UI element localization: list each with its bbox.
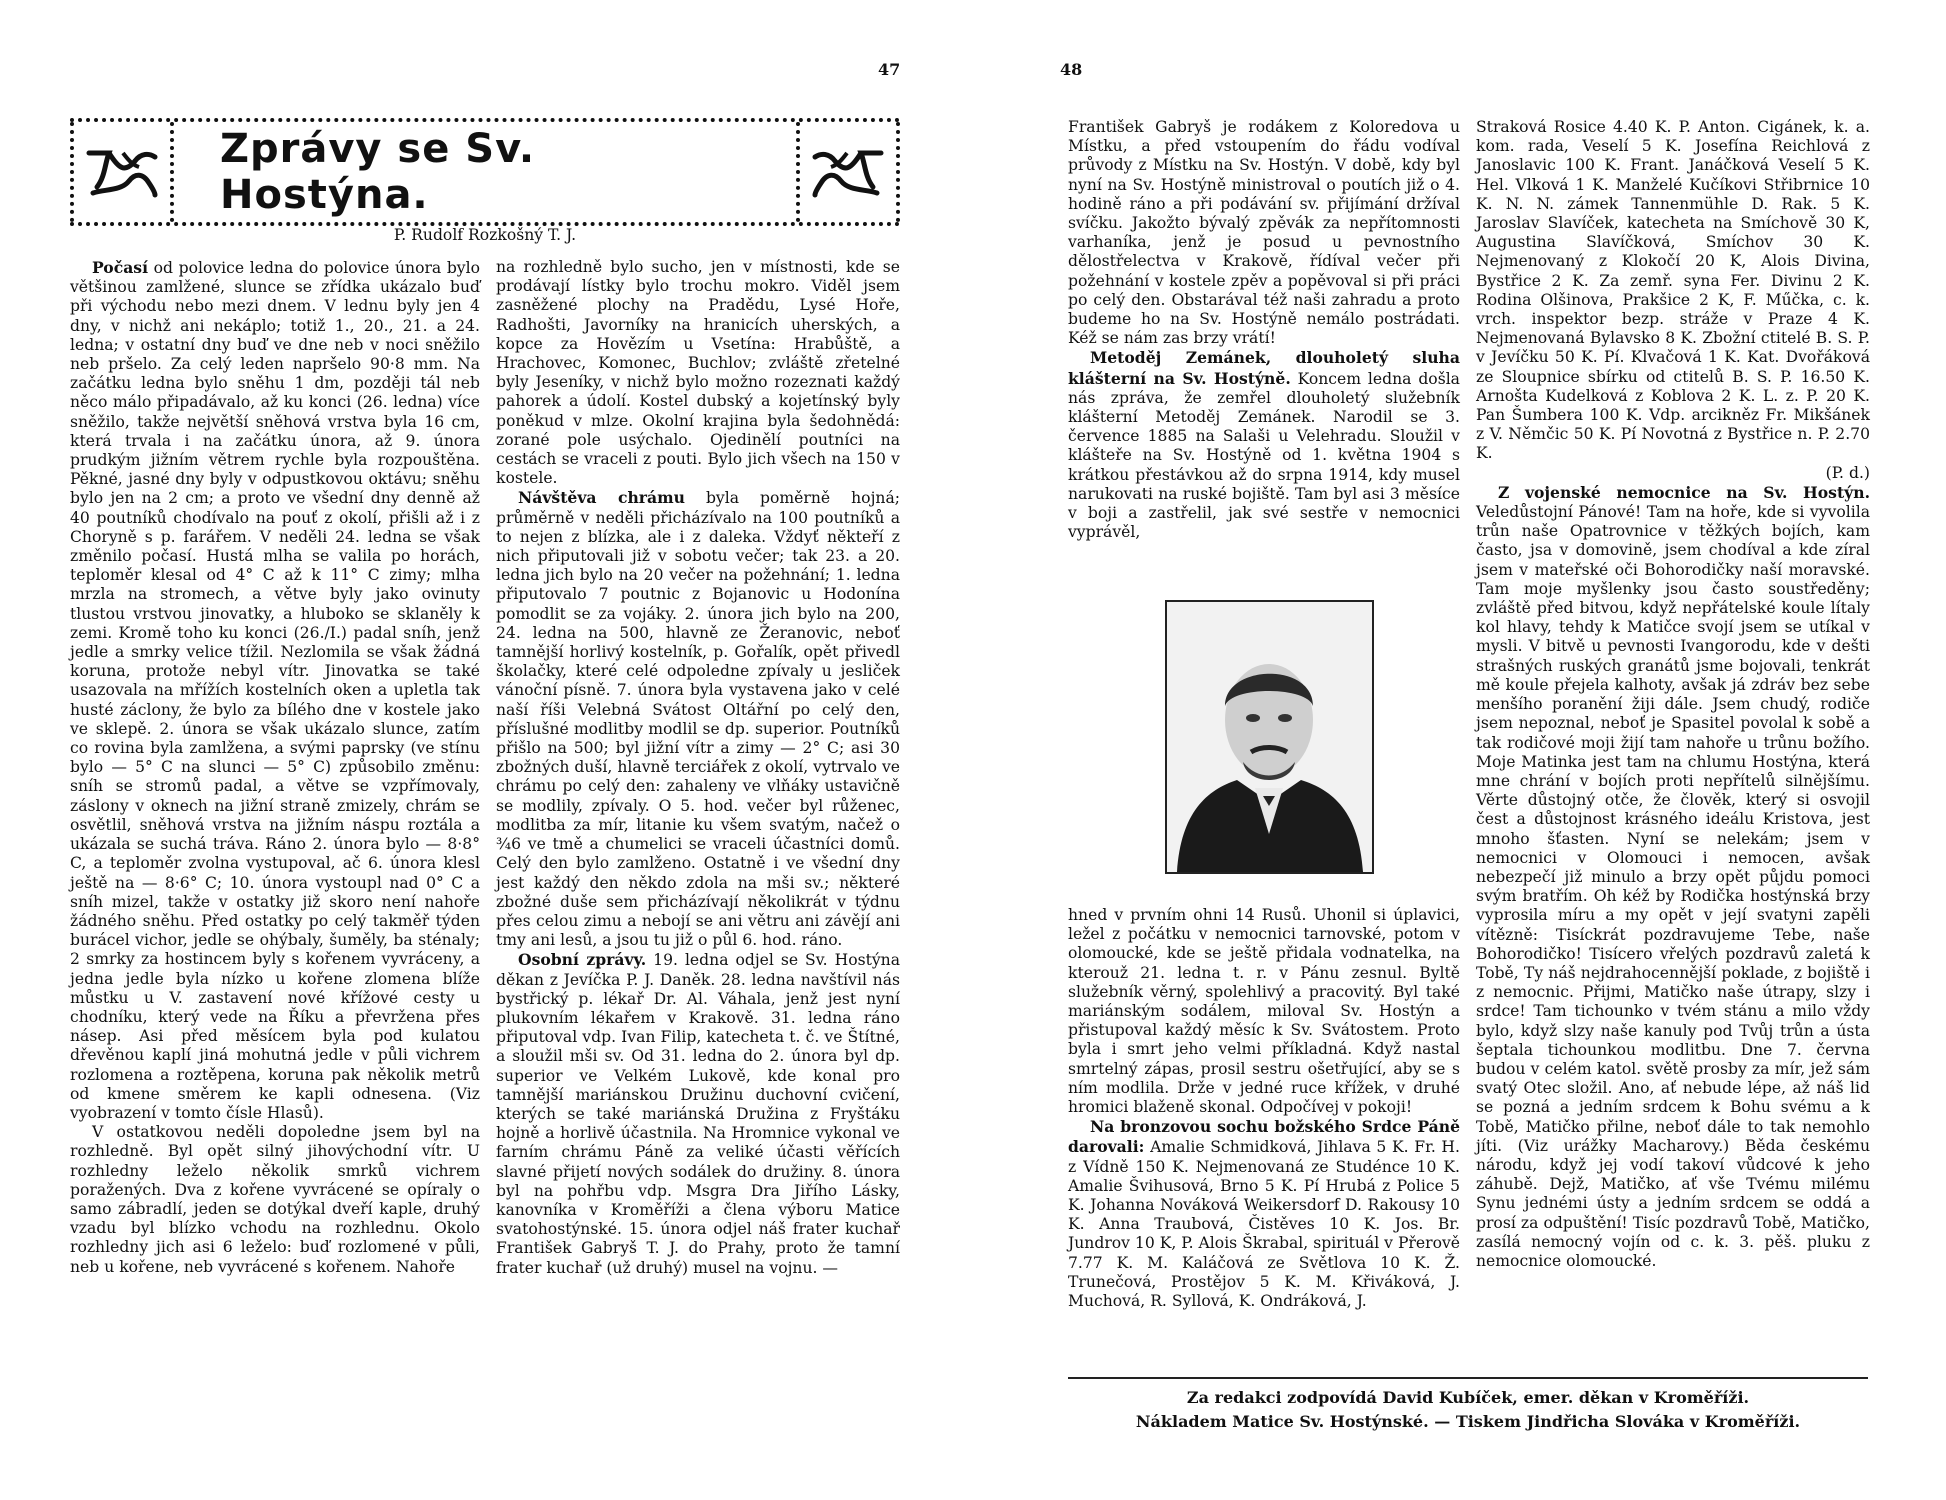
page-number-left: 47 (878, 60, 901, 79)
heading-personal-news: Osobní zprávy. (518, 950, 647, 970)
footer-divider (1068, 1377, 1868, 1379)
article-title: Zprávy se Sv. Hostýna. (220, 126, 536, 218)
donors-continued-text: Straková Rosice 4.40 K. P. Anton. Cigánek, k. a. kom. rada, Veselí 5 K. Josefína Reichlová z Janoslavic 100 K. Frant. Janáčková Veselí 5 K. Hel. Vlková 1 K. Manželé Kučíkovi Střibrnice 10 K. N. N. zámek Tannenmühle D. Rak. 5 K. Jaroslav Slavíček, katecheta na Smíchově 30 K, Augustina Slavíčková, Smíchov 30 K. Nejmenovaný z Klokočí 20 K, Alois Divina, Bystřice 2 K. Za zemř. syna Fer. Divinu 2 K. Rodina Olšinova, Prakšice 2 K, F. Műčka, c. k. vrch. inspektor bezp. stráže v Praze 4 K. Nejmenovaná Bylavsko 8 K. Zbožní ctitelé B. S. P. v Jevíčku 50 K. Pí. Klvačová 1 K. Kat. Dvořáková ze Sloupnice sbírku od ctitelů B. S. P. 16.50 K. Arnošta Kudelková z Koblova 2 K. L. z. P. 20 K. Pan Šumbera 100 K. Vdp. arcikněz Fr. Mikšánek z V. Němčic 50 K. Pí Novotná z Bystřice n. P. 2.70 K. (1476, 118, 1870, 463)
heading-zemanek: Metoděj Zemánek, dlouholetý sluha klášterní na Sv. Hostýně. (1068, 348, 1460, 388)
heading-bronze-statue: Na bronzovou sochu božského Srdce Páně darovali: (1068, 1117, 1460, 1157)
personal-news-text: 19. ledna odjel se Sv. Hostýna děkan z Jevíčka P. J. Daněk. 28. ledna navštívil nás bystřický p. lékař Dr. Al. Váhala, jenž jest nyní plukovním lékařem v Krakově. 31. ledna ráno připutoval vdp. Ivan Filip, katecheta t. č. ve Štítné, a sloužil mši sv. Od 31. ledna do 2. února byl dp. superior ve Velkém Lukově, kde konal pro tamnější mariánskou Družinu duchovní cvičení, kterých se také mariánská Družina z Fryštáku hojně a horlivě účastnila. Na Hromnice vykonal ve farním chrámu Páně za veliké účasti věřících slavné přijetí nových sodálek do družiny. 8. února byl na pohřbu vdp. Msgra Dra Jiřího Lásky, kanovníka v Kroměříži a člena výboru Matice svatohostýnské. 15. února odjel náš frater kuchař František Gabryš T. J. do Prahy, proto že tamní frater kuchař (už druhý) musel na vojnu. — (496, 951, 901, 1277)
gabrys-text: František Gabryš je rodákem z Koloredova u Místku, a před vstoupením do řádu vodíval průvody z Místku na Sv. Hostýn. V době, kdy byl nyní na Sv. Hostýně ministroval o poutích již o 4. hodině ráno a při podávání sv. přijímání držíval svíčku. Jakožto bývalý zpěvák za nepřítomnosti varhaníka, jenž je posud u pevnostního dělostřelectva v Krakově, řídíval večer při požehnání v kostele zpěv a popěvoval si při práci po celý den. Obstarával též naši zahradu a proto budeme ho na Sv. Hostýně nemálo postrádati. Kéž se nám zas brzy vrátí! (1068, 118, 1460, 348)
zemanek-text: Koncem ledna došla nás zpráva, že zemřel dlouholetý služebník klášterní Metoděj Zemánek. Narodil se 3. července 1885 na Salaši u Velehradu. Sloužil v klášteře na Sv. Hostýně od 1. května 1904 s krátkou přestávkou až do srpna 1914, kdy musel narukovati na ruské bojiště. Tam byl asi 3 měsíce v boji a zastřelil, jak své sestře v nemocnici vyprávěl, (1068, 369, 1460, 542)
weather-text: od polovice ledna do polovice února bylo většinou zamlžené, slunce se zřídka ukázalo buď při východu nebo mezi dnem. V lednu byly jen 4 dny, v nichž ani nekáplo; totiž 1., 20., 21. a 24. ledna; v ostatní dny buď ve dne neb v noci sněžilo neb pršelo. Za celý leden napršelo 90·8 mm. Na začátku ledna bylo sněhu 1 dm, později tál neb něco málo připadávalo, až ku konci (26. ledna) více sněžilo, takže největší sněhová vrstva byla 16 cm, která trvala i na začátku února, až 9. února prudkým jižním větrem rychle byla rozpouštěna. Pěkné, jasné dny byly v odpustkovou oktávu; sněhu bylo jen na 2 cm; a proto ve všední dny denně až 40 poutníků chodívalo na pouť z okolí, přišli až i z Choryně s p. farářem. V neděli 24. ledna se však změnilo počasí. Hustá mlha se valila po horách, teploměr klesal od 4° C až k 11° C zimy; mlha mrzla na stromech, a větve byly jako ovinuty tlustou vrstvou jinovatky, a hluboko se sklaněly k zemi. Kromě toho ku konci (26./I.) padal sníh, jenž jedle a smrky velice tížil. Nezlomila se však žádná koruna, protože nebyl vítr. Jinovatka se také usazovala na mřížích kostelních oken a upletla tak husté záclony, že bylo za bílého dne v kostele jako ve sklepě. 2. února se však ukázalo slunce, zatím co rovina byla zamlžena, a svými paprsky (ve stínu bylo — 5° C na slunci — 5° C) způsobilo změnu: sníh se stromů padal, a větve se vzpřímovaly, záslony v oknech na jižní straně zmizely, chrám se osvětlil, sněhová vrstva na jižním náspu roztála a ukázala se suchá tráva. Ráno 2. února bylo — 8·8° C, a teploměr zvolna vystupoval, ač 6. února klesl ještě na — 8·6° C; 10. února vystoupl nad 0° C a sníh mizel, takže v ostatky již skoro není nahoře žádného sněhu. Před ostatky po celý takměř týden burácel vichor, jedle se ohýbaly, šuměly, ba sténaly; 2 smrky za hostincem byly s kořenem vyvráceny, a jedna jedle byla nízko u kořene zlomena blíže můstku u V. zastavení nové křížové cesty u chodníku, který vede na Říku a převržena přes násep. Asi před měsícem byla pod kulatou dřevěnou kaplí jiná mohutná jedle v půli vichrem rozlomena a roztěpena, koruna pak několik metrů od kmene směrem ke kapli odnesena. (Viz vyobrazení v tomto čísle Hlasů). (70, 259, 480, 1122)
right-column-2 (1476, 118, 1870, 1271)
page-number-right: 48 (1060, 60, 1083, 79)
left-column-2 (496, 258, 900, 1278)
right-ornament-icon (796, 122, 900, 222)
author-line: P. Rudolf Rozkošný T. J. (393, 226, 577, 244)
right-column-1-top (1068, 118, 1460, 542)
signature-pd: (P. d.) (1825, 463, 1870, 482)
right-column-1-bottom (1068, 906, 1460, 1311)
church-visits-text: byla poměrně hojná; průměrně v neděli přicházívalo na 100 poutníků a to nejen z blízka, ale i z daleka. Vždyť někteří z nich připutovali již v sobotu večer; tak 23. a 20. ledna jich bylo na 20 večer na požehnání; 1. ledna připutovalo 7 poutnic z Bojanovic u Hodonína pomodlit se za vojáky. 2. února jich bylo na 200, 24. ledna na 500, hlavně ze Žeranovic, neboť tamnější horlivý kostelník, p. Gořalík, opět přivedl školačky, které celé odpoledne zpívaly u jesliček vánoční písně. 7. února byla vystavena jako v celé naší říši Velebná Svátost Oltářní po celý den, příslušné modlitby modlil se dp. superior. Poutníků přišlo na 500; byl jižní vítr a zimy — 2° C; asi 30 zbožných duší, hlavně terciářek z okolí, vytrvalo ve chrámu po celý den: zahaleny ve vlňáky ustavičně se modlily, zpívaly. O 5. hod. večer byl růženec, modlitba za mír, litanie ku všem svatým, načež o ¾6 ve tmě a chumelici se vraceli účastníci domů. Celý den bylo zamlženo. Ostatně i ve všední dny jest každý den někdo zdola na mši sv.; některé zbožné duše sem přicházívají několikrát v týdnu přes celou zimu a nebojí se ani větru ani závějí ani tmy ani lesů, a jsou tu již o půl 6. hod. ráno. (496, 489, 900, 950)
left-column-1 (70, 258, 480, 1277)
heading-military-hospital: Z vojenské nemocnice na Sv. Hostýn. (1498, 482, 1870, 502)
footer-editor-line: Za redakci zodpovídá David Kubíček, emer. děkan v Kroměříži. (1186, 1388, 1750, 1407)
heading-church-visits: Návštěva chrámu (518, 488, 685, 508)
lookout-continued-text: na rozhledně bylo sucho, jen v místnosti, kde se prodávají lístky bylo trochu mokro. Viděl jsem zasněžené plochy na Pradědu, Lysé Hoře, Radhošti, Javorníky na hranicích uherských, a kopce za Hovězím u Vsetína: Hrabůště, a Hrachovec, Komonec, Buchlov; zvláště zřetelné byly Jeseníky, v nichž bylo možno rozeznati každý pahorek a údolí. Kostel dubský a kojetínský byly poněkud v mlze. Okolní krajina byla šedohnědá: zorané pole usýchalo. Ojedinělí poutníci na cestách se vraceli z pouti. Bylo jich všech na 150 v kostele. (496, 258, 900, 488)
lookout-text: V ostatkovou neděli dopoledne jsem byl na rozhledně. Byl opět silný jihovýchodní vítr. U rozhledny leželo několik smrků vichrem poražených. Dva z kořene vyvrácené se opíraly o samo zábradlí, jeden se dotýkal dveří kaple, druhý vzadu byl blízko vchodu na rozhlednu. Okolo rozhledny jich asi 6 leželo: buď rozlomené v půli, neb u kořene, neb vyvrácené s kořenem. Nahoře (70, 1123, 480, 1276)
footer-publisher-line: Nákladem Matice Sv. Hostýnské. — Tiskem Jindřicha Slováka v Kroměříži. (1135, 1412, 1801, 1431)
zemanek-continued-text: hned v prvním ohni 14 Rusů. Uhonil si úplavici, ležel z počátku v nemocnici tarnovské, potom v olomoucké, kde se ještě přidala vodnatelka, na kterouž 21. ledna t. r. v Pánu zesnul. Byltě služebník věrný, spolehlivý a pracovitý. Byl také mariánským sodálem, miloval Sv. Hostýn a přistupoval každý měsíc k Sv. Svátostem. Proto byla i smrt jeho velmi příkladná. Když nastal smrtelný zápas, prosil sestru ošetřující, aby se s ním modlila. Drže v jedné ruce křížek, v druhé hromici blaženě skonal. Odpočívej v pokoji! (1068, 906, 1460, 1117)
donors-text: Amalie Schmidková, Jihlava 5 K. Fr. H. z Vídně 150 K. Nejmenovaná ze Studénce 10 K. Amalie Švihusová, Brno 5 K. Pí Hrubá z Police 5 K. Johanna Nováková Weikersdorf D. Rakousy 10 K. Anna Traubová, Čistěves 10 K. Jos. Br. Jundrov 10 K, P. Alois Škrabal, spirituál v Přerově 7.77 K. M. Kaláčová ze Světlova 10 K. Ž. Trunečová, Prostějov 5 K. M. Křiváková, J. Muchová, R. Syllová, K. Ondráková, J. (1068, 1138, 1460, 1311)
military-letter-text: Veledůstojní Pánové! Tam na hoře, kde si vyvolila trůn naše Opatrovnice v těžkých bojích, kam často, jsa v domovině, jsem chodíval a kde zíral jsem v mateřské oči Bohorodičky naší moravské. Tam moje myšlenky jsou často soustředěny; zvláště před bitvou, když nepřátelské koule lítaly kol hlavy, tehdy k Matičce svojí jsem se utíkal v mysli. V bitvě u pevnosti Ivangorodu, kde v dešti strašných ruských granátů jsme bojovali, tenkrát mě koule přejela kalhoty, avšak já zdráv bez sebe menšího poranění žiji dále. Jsem chudý, rodiče jsem nepoznal, neboť je Spasitel povolal k sobě a tak rodičové moji žijí tam nahoře u trůnu božího. Moje Matinka jest tam na chlumu Hostýna, která mne chrání v bojích proti nepřítelů silnějšímu. Věrte důstojný otče, že člověk, který si osvojil čest a důstojnost krásného ideálu Kristova, jest mnoho šťasten. Nyní se nelekám; jsem v nemocnici v Olomouci i nemocen, avšak nebezpečí již minulo a brzy opět půjdu pomoci svým bratřím. Oh kéž by Rodička hostýnská brzy vyprosila míru a my opět v její svatyni zapěli vítězně: Tisíckrát pozdravujeme Tebe, naše Bohorodičko! Tisícero vřelých pozdravů zaletá k Tobě, Ty náš nejdrahocennější poklade, z bojiště i z nemocnic. Přijmi, Matičko naše útrapy, slzy i srdce! Tam tichounko v tvém stánu a milo vždy bylo, když slzy naše kanuly pod Tvůj trůn a ústa šeptala tichounkou modlitbu. Dne 7. června budou v celém katol. světě prosby za mír, jež sám svatý Otec složil. Ano, ať nebude lépe, až náš lid se pozná a jedním srdcem k Bohu svému a k Tobě, Matičko přilne, neboť dále to tak nemohlo jíti. (Viz urážky Macharovy.) Běda českému národu, když jej vodí takoví vůdcové k jeho záhubě. Dejž, Matičko, ať vše Tvému milému Synu jednémi ústy a jedním srdcem se oddá a prosí za odpuštění! Tisíc pozdravů Tobě, Matičko, zasílá nemocný vojín od c. k. 3. pěš. pluku z nemocnice olomoucké. (1476, 503, 1870, 1270)
heading-weather: Počasí (92, 258, 149, 277)
article-header (70, 118, 900, 226)
portrait-photo (1165, 600, 1374, 874)
left-ornament-icon (70, 122, 174, 222)
